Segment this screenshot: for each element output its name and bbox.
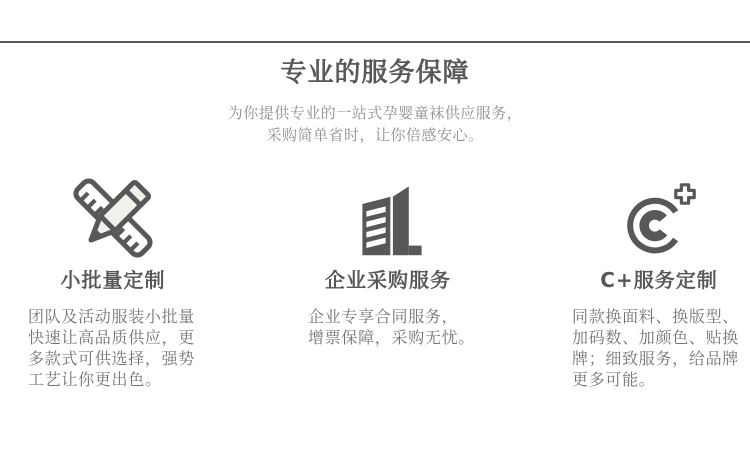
feature-enterprise-purchase bbox=[308, 176, 476, 348]
c-plus-icon bbox=[572, 176, 746, 260]
page-subtitle: 为你提供专业的一站式孕婴童袜供应服务， 采购简单省时，让你倍感安心。 bbox=[227, 104, 523, 144]
feature-text-c-plus-custom: 同款换面料、换版型、 加码数、加颜色、贴换 牌；细致服务，给品牌 更多可能。 bbox=[572, 307, 740, 389]
feature-heading-c-plus-custom: C+服务定制 bbox=[600, 268, 718, 292]
page-title: 专业的服务保障 bbox=[280, 58, 470, 88]
feature-c-plus-custom bbox=[572, 176, 746, 390]
feature-text-small-batch: 团队及活动服装小批量 快速让高品质供应，更 多款式可供选择，强势 工艺让你更出色。 bbox=[28, 307, 196, 389]
top-divider bbox=[0, 41, 750, 43]
office-building-icon bbox=[308, 176, 468, 260]
feature-small-batch bbox=[28, 176, 198, 390]
feature-heading-small-batch: 小批量定制 bbox=[60, 268, 166, 292]
feature-text-enterprise-purchase: 企业专享合同服务， 增票保障，采购无忧。 bbox=[308, 307, 476, 347]
feature-heading-enterprise-purchase: 企业采购服务 bbox=[325, 268, 451, 292]
pencil-ruler-icon bbox=[28, 176, 198, 260]
feature-columns bbox=[0, 176, 750, 446]
